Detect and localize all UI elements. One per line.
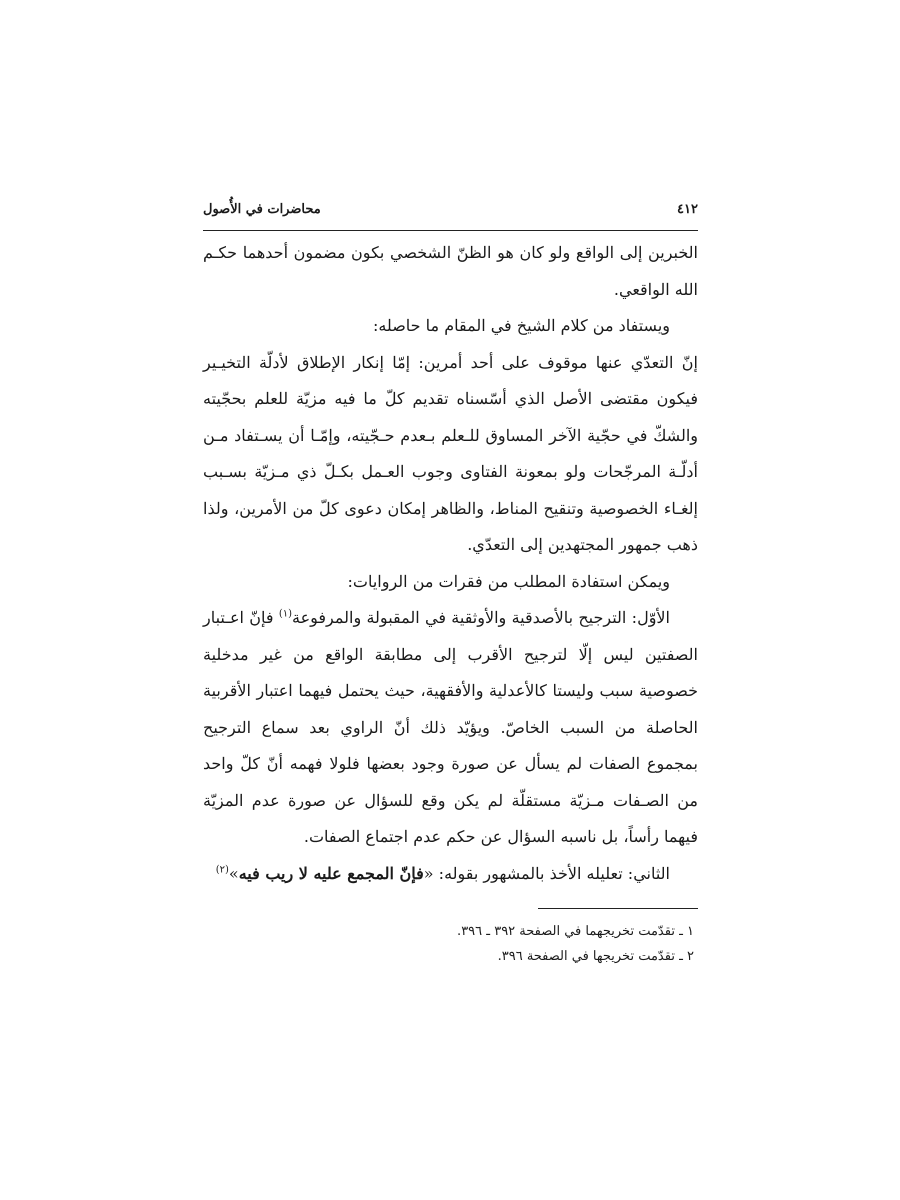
paragraph-5-rest: فإنّ اعـتبار الصفتين ليس إلّا لترجيح الأقرب إلى مطابقة الواقع من غير مدخلية خصوصية سبب وليستا كالأعدلية والأفقهية، حيث يحتمل فيهما اعتبار الأقربية الحاصلة من السبب الخاصّ. ويؤيّد ذلك أنّ الراوي بعد سماع الترجيح بمجموع الصفات لم يسأل عن صورة وجود بعضها فلولا فهمه أنّ كلّ واحد من الصـفات مـزيّة مستقلّة لم يكن وقع للسؤال عن صورة عدم المزيّة فيهما رأساً، بل ناسبه السؤال عن حكم عدم اجتماع الصفات. [203,608,698,846]
page-number: ٤١٢ [677,202,698,217]
footnotes [203,919,698,969]
footnote-2: ٢ ـ تقدّمت تخريجها في الصفحة ٣٩٦. [497,949,694,964]
footnote-divider [538,908,698,909]
hadith-quote: فإنّ المجمع عليه لا ريب فيه [238,863,424,883]
footnote-ref-2: (٢) [215,864,229,876]
footnote-1: ١ ـ تقدّمت تخريجهما في الصفحة ٣٩٢ ـ ٣٩٦. [457,924,694,939]
footnote-ref-1: (١) [278,608,293,620]
book-title: محاضرات في الأُصول [203,202,321,217]
book-page [203,190,698,969]
main-text [203,235,698,892]
paragraph-3: إنّ التعدّي عنها موقوف على أحد أمرين: إمّا إنكار الإطلاق لأدلّة التخيـير فيكون مقتضى الأصل الذي أسّسناه تقديم كلّ ما فيه مزيّة للعلم بحجّيته والشكّ في حجّية الآخر المساوق للـعلم بـعدم حـجّيته، وإمّـا أن يسـتفاد مـن أدلّـة المرجّحات ولو بمعونة الفتاوى وجوب العـمل بكـلّ ذي مـزيّة بسـبب إلغـاء الخصوصية وتنقيح المناط، والظاهر إمكان دعوى كلّ من الأمرين، ولذا ذهب جمهور المجتهدين إلى التعدّي. [203,352,698,554]
paragraph-4: ويمكن استفادة المطلب من فقرات من الروايات: [347,571,670,591]
paragraph-1: الخبرين إلى الواقع ولو كان هو الظنّ الشخصي بكون مضمون أحدهما حكـم الله الواقعي. [203,243,698,299]
paragraph-5-start: الأوّل: الترجيح بالأصدقية والأوثقية في المقبولة والمرفوعة [292,608,670,627]
paragraph-6 [203,856,698,893]
paragraph-5 [203,600,698,856]
paragraph-6-close: » [228,863,239,883]
paragraph-6-start: الثاني: تعليله‏ الأخذ بالمشهور بقوله: « [423,863,670,883]
header-divider [203,230,698,231]
running-header [203,190,698,230]
paragraph-2: ويستفاد من كلام الشيخ‏ في المقام ما حاصله: [372,316,670,335]
